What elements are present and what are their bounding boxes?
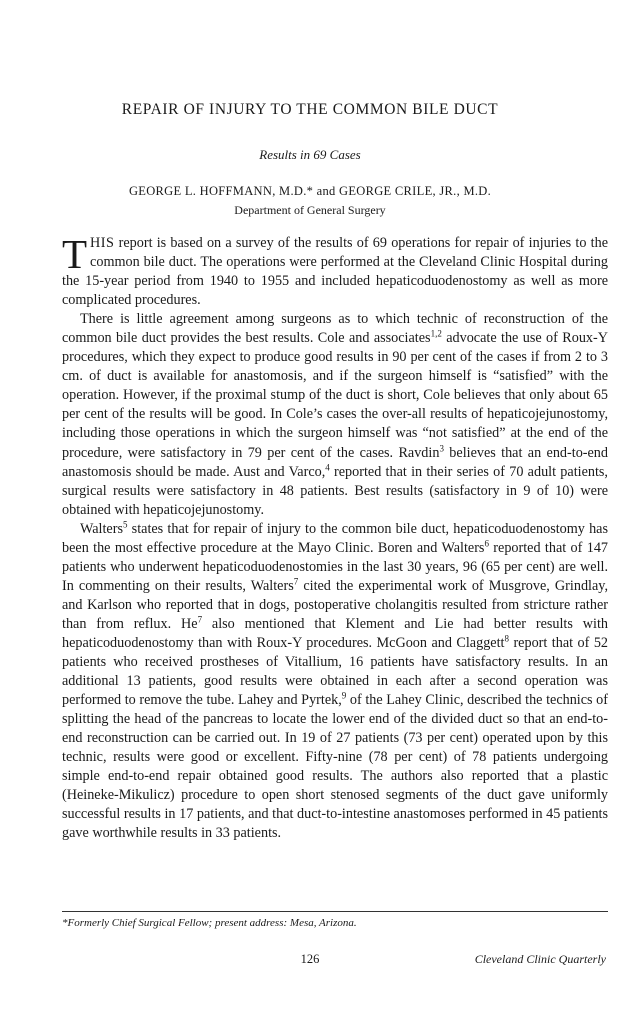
p2-text-b: advocate the use of Roux-Y procedures, which they expect to produce good results in 90 per cent of the cases if from 2 to 3 cm. of duct is available for anastomosis, and if the surgeon himself is “satisfied” with the operation. However, if the proximal stump of the duct is short, Cole believes that only about 65 per cent of the results will be good. In Cole’s cases the over-all results of hepaticojejunostomy, including those operations in which the surgeon himself was “not satisfied” at the end of the procedure, were satisfactory in 79 per cent of the cases. Ravdin: [62, 330, 608, 461]
p2-text-a: There is little agreement among surgeons as to which technic of reconstruction of the common bile duct provides the best results. Cole and associates: [62, 311, 608, 347]
footnote: *Formerly Chief Surgical Fellow; present address: Mesa, Arizona.: [62, 917, 357, 929]
p3-text-g: of the Lahey Clinic, described the technics of splitting the head of the pancreas to locate the lower end of the divided duct so that an end-to-end reconstruction can be carried out. In 19 of 27 patients (73 per cent) operated upon by this technic, results were good or excellent. Fifty-nine (78 per cent) of 78 patients undergoing simple end-to-end repair obtained good results. The authors also reported that a plastic (Heineke-Mikulicz) procedure to open short stenosed segments of the duct gave uniformly successful results in 17 patients, and that duct-to-intestine anastomoses performed in 45 patients gave worthwhile results in 33 patients.: [62, 692, 608, 842]
paragraph-1: [62, 231, 608, 310]
citation-7a: 7: [293, 576, 299, 587]
page-number: 126: [300, 952, 320, 966]
article-subtitle: Results in 69 Cases: [259, 147, 361, 162]
article-title: REPAIR OF INJURY TO THE COMMON BILE DUCT: [121, 101, 499, 118]
lead-in-smallcaps: HIS: [90, 235, 115, 251]
department-line: Department of General Surgery: [234, 203, 386, 217]
citation-6: 6: [484, 538, 489, 549]
citation-4: 4: [325, 461, 330, 472]
p3-text-d: cited the experimental work of Musgrove, Grindlay, and Karlson who reported that in dogs, postoperative cholangitis resulted from stricture rather than from reflux. He: [62, 577, 608, 632]
drop-cap: T: [62, 231, 88, 277]
footnote-divider: [62, 911, 608, 912]
paragraph-2: [62, 310, 608, 520]
paragraph-1-text: report is based on a survey of the results of 69 operations for repair of injuries to the common bile duct. The operations were performed at the Cleveland Clinic Hospital during the 15-year period from 1940 to 1955 and included hepaticoduodenostomy as well as more complicated procedures.: [62, 235, 608, 309]
paragraph-3: [62, 520, 608, 844]
p3-text-a: Walters: [80, 520, 123, 537]
citation-5: 5: [122, 518, 128, 529]
p3-text-e: also mentioned that Klement and Lie had better results with hepaticoduodenostomy than with Roux-Y procedures. McGoon and Claggett: [62, 615, 608, 651]
author-line: GEORGE L. HOFFMANN, M.D.* and GEORGE CRILE, JR., M.D.: [128, 184, 492, 198]
citation-9: 9: [341, 690, 347, 701]
citation-8: 8: [504, 633, 509, 644]
citation-3: 3: [439, 442, 444, 453]
p2-text-d: reported that in their series of 70 adult patients, surgical results were satisfactory in 48 patients. Best results (satisfactory in 9 of 10) were obtained with hepaticojejunostomy.: [62, 463, 608, 518]
p3-text-c: reported that of 147 patients who underwent hepaticoduodenostomies in the last 30 years, 96 (65 per cent) are well. In commenting on their results, Walters: [62, 539, 609, 594]
citation-7b: 7: [197, 614, 203, 625]
journal-name: Cleveland Clinic Quarterly: [474, 952, 606, 966]
article-body: [62, 231, 609, 844]
p3-text-f: report that of 52 patients who received prostheses of Vitallium, 16 patients have satisfactory results. In an additional 13 patients, good results were obtained in each after a second operation was performed to remove the tube. Lahey and Pyrtek,: [62, 634, 609, 709]
p2-text-c: believes that an end-to-end anastomosis should be made. Aust and Varco,: [62, 444, 608, 480]
citation-1-2: 1,2: [430, 328, 442, 339]
p3-text-b: states that for repair of injury to the common bile duct, hepaticoduodenostomy has been the most effective procedure at the Mayo Clinic. Boren and Walters: [62, 520, 608, 556]
